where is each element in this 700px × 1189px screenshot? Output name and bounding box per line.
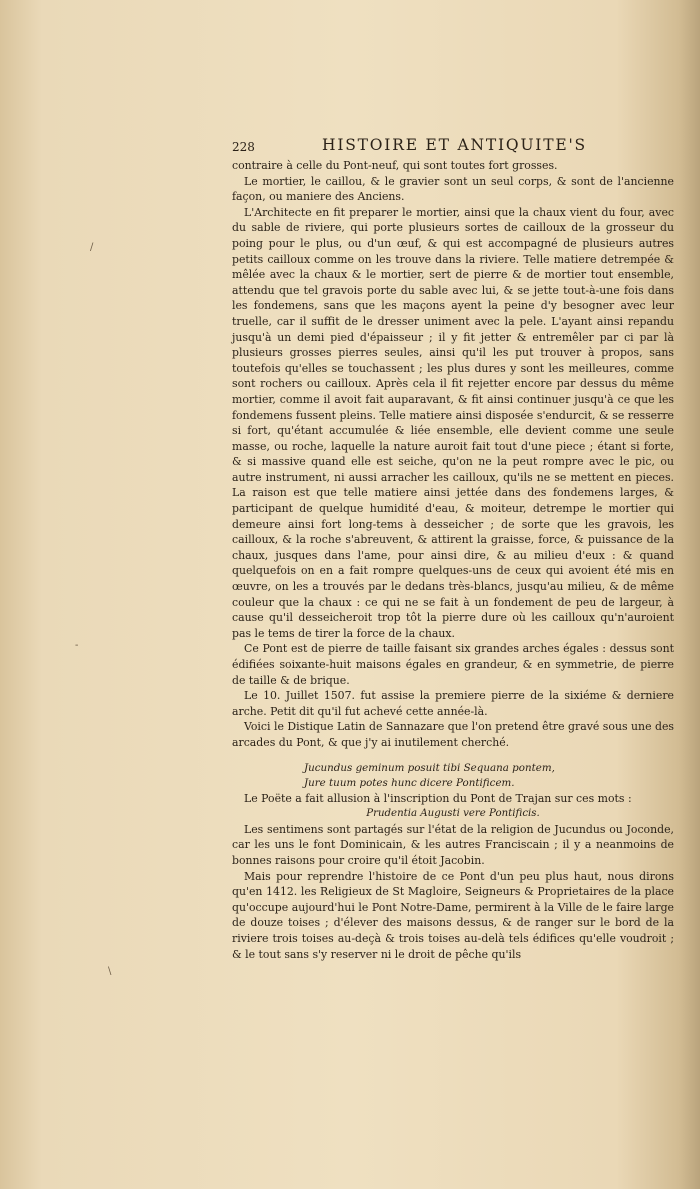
paragraph: Les sentimens sont partagés sur l'état de la religion de Jucundus ou Joconde, car les uns le font Dominicain, & les autres Franciscain ; il y a neanmoins de bonnes raisons pour croire qu'il étoit Jacobin. <box>232 822 674 867</box>
paragraph: Ce Pont est de pierre de taille faisant six grandes arches égales : dessus sont édifiées soixante-huit maisons égales en grandeur, & en symmetrie, de pierre de taille & de brique. <box>232 642 674 687</box>
margin-mark: \ <box>108 966 112 977</box>
running-title: HISTOIRE ET ANTIQUITE'S <box>322 136 587 154</box>
note-line: Le Poëte a fait allusion à l'inscription du Pont de Trajan sur ces mots : <box>244 791 632 805</box>
page-number: 228 <box>232 140 255 154</box>
margin-mark: / <box>90 242 94 253</box>
paragraph: contraire à celle du Pont-neuf, qui sont toutes fort grosses. <box>232 159 558 172</box>
paragraph: Le mortier, le caillou, & le gravier sont un seul corps, & sont de l'ancienne façon, ou maniere des Anciens. <box>232 174 674 204</box>
verse-line: Jure tuum potes hunc dicere Pontificem. <box>304 776 515 789</box>
paragraph: Voici le Distique Latin de Sannazare que l'on pretend être gravé sous une des arcades du Pont, & que j'y ai inutilement cherché. <box>232 720 674 749</box>
inscription: Prudentia Augusti vere Pontificis. <box>366 808 540 820</box>
verse-line: Jucundus geminum posuit tibi Sequana pontem, <box>304 761 555 774</box>
paragraph: L'Architecte en fit preparer le mortier, ainsi que la chaux vient du four, avec du sable de riviere, qui porte plusieurs sortes de cailloux de la grosseur du poing pour le plus, ou d'un œuf, & qui est accompagné de plusieurs autres petits cailloux comme on les trouve dans la riviere. Telle matiere detrempée & mêlée avec la chaux & le mortier, sert de pierre & de mortier tout ensemble, attendu que tel gravois porte du sable avec lui, & se jette tout-à-une fois dans les fondemens, sans que les maçons ayent la peine d'y besogner avec leur truelle, car il suffit de le dresser uniment avec la pele. L'ayant ainsi repandu jusqu'à un demi pied d'épaisseur ; il y fit jetter & entremêler par ci par là plusieurs grosses pierres seules, ainsi qu'il les put trouver à propos, sans toutefois qu'elles se touchassent ; les plus dures y sont les meilleures, comme sont rochers ou cailloux. Après cela il fit rejetter encore par dessus du même mortier, comme il avoit fait auparavant, & fit ainsi continuer jusqu'à ce que les fondemens fussent pleins. Telle matiere ainsi disposée s'endurcit, & se resserre si fort, qu'étant accumulée & liée ensemble, elle devient comme une seule masse, ou roche, laquelle la nature auroit fait tout d'une piece ; étant si forte, & si massive quand elle est seiche, qu'on ne la peut rompre avec le pic, ou autre instrument, ni aussi arracher les cailloux, qu'ils ne se mettent en pieces. La raison est que telle matiere ainsi jettée dans des fondemens larges, & participant de quelque humidité d'eau, & moiteur, detrempe le mortier qui demeure ainsi fort long-tems à desseicher ; de sorte que les gravois, les cailloux, & la roche s'abreuvent, & attirent la graisse, force, & puissance de la chaux, jusques dans l'ame, pour ainsi dire, & au milieu d'eux : & quand quelquefois on en a fait rompre quelques-uns de ceux qui avoient été mis en œuvre, on les a trouvés par le dedans très-blancs, jusqu'au milieu, & de même couleur que la chaux : ce qui ne se fait à un fondement de peu de largeur, à cause qu'il desseicheroit trop tôt la pierre dure où les cailloux qu'n'auroient pas le tems de tirer la force de la chaux. <box>232 205 674 640</box>
margin-mark: ‐ <box>75 640 79 651</box>
latin-distich <box>232 761 674 791</box>
paragraph: Mais pour reprendre l'histoire de ce Pont d'un peu plus haut, nous dirons qu'en 1412. les Religieux de St Magloire, Seigneurs & Proprietaires de la place qu'occupe aujourd'hui le Pont Notre-Dame, permirent à la Ville de le faire large de douze toises ; d'élever des maisons dessus, & de ranger sur le bord de la riviere trois toises au-deçà & trois toises au-delà tels édifices qu'elle voudroit ; & le tout sans s'y reserver ni le droit de pêche qu'ils <box>232 869 674 961</box>
paragraph: Le 10. Juillet 1507. fut assise la premiere pierre de la sixiéme & derniere arche. Petit dit qu'il fut achevé cette année-là. <box>232 689 674 718</box>
body-text <box>232 158 674 962</box>
